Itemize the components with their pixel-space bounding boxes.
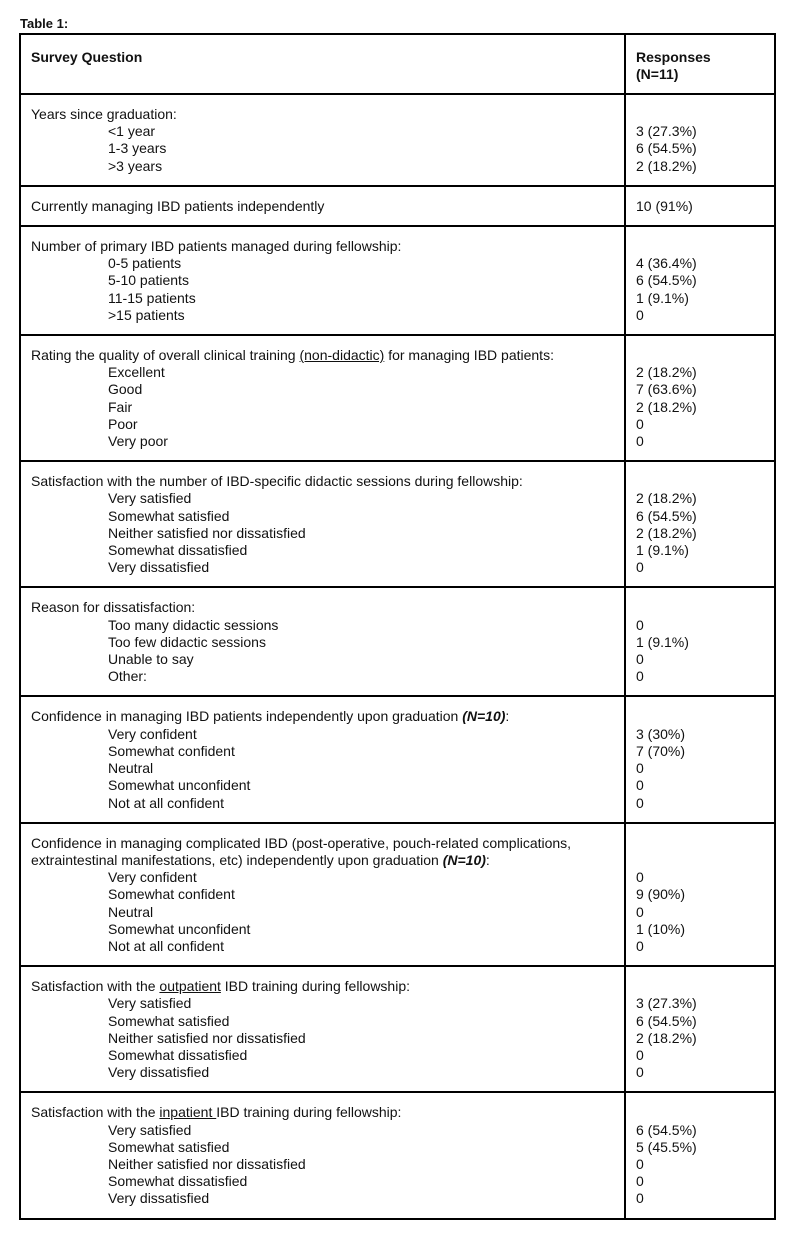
response-value: 4 (36.4%) — [636, 255, 697, 272]
responses-header — [625, 34, 775, 94]
response-value: 2 (18.2%) — [636, 524, 697, 541]
answer-option: Somewhat satisfied — [108, 1012, 230, 1029]
response-value: 0 — [636, 869, 644, 886]
answer-option: Fair — [108, 398, 133, 415]
response-value: 0 — [636, 1155, 644, 1172]
response-value: 0 — [636, 777, 644, 794]
response-value: 0 — [636, 433, 644, 450]
responses-cell — [625, 94, 775, 186]
answer-option: Very satisfied — [108, 490, 192, 507]
answer-option: Very satisfied — [108, 995, 192, 1012]
answer-option: Somewhat satisfied — [108, 507, 230, 524]
response-value: 2 (18.2%) — [636, 364, 697, 381]
table-row — [20, 226, 775, 335]
response-spacer — [636, 708, 766, 725]
answer-option: Neither satisfied nor dissatisfied — [108, 1029, 306, 1046]
answer-option: Neutral — [108, 760, 154, 777]
response-value: 0 — [636, 651, 644, 668]
table-row — [20, 587, 775, 696]
response-value: 6 (54.5%) — [636, 140, 697, 157]
table-row — [20, 94, 775, 186]
table-row — [20, 335, 775, 461]
response-value: 0 — [636, 668, 644, 685]
question-cell — [20, 823, 625, 966]
question-cell — [20, 186, 625, 226]
question-label-end: IBD training during fellowship: — [220, 978, 411, 995]
response-value: 6 (54.5%) — [636, 507, 697, 524]
question-cell — [20, 696, 625, 822]
responses-cell — [625, 966, 775, 1092]
response-value: 0 — [636, 306, 644, 323]
responses-cell — [625, 823, 775, 966]
responses-cell — [625, 186, 775, 226]
response-spacer — [636, 599, 766, 616]
response-value: 1 (9.1%) — [636, 542, 689, 559]
question-label-end: : — [505, 708, 510, 725]
question-label: Confidence in managing IBD patients independently upon graduation — [31, 708, 463, 725]
answer-option: <1 year — [108, 123, 156, 140]
response-value: 10 (91%) — [636, 197, 693, 214]
question-label: Reason for dissatisfaction: — [31, 599, 196, 616]
response-spacer — [636, 347, 766, 364]
answer-option: Neither satisfied nor dissatisfied — [108, 1155, 306, 1172]
answer-option: Somewhat satisfied — [108, 1138, 230, 1155]
answer-option: Very satisfied — [108, 1121, 192, 1138]
answer-option: Very confident — [108, 869, 197, 886]
response-value: 0 — [636, 559, 644, 576]
responses-cell — [625, 1092, 775, 1218]
response-value: 3 (27.3%) — [636, 123, 697, 140]
response-spacer — [636, 835, 766, 869]
answer-option: Excellent — [108, 364, 165, 381]
table-row — [20, 966, 775, 1092]
question-label: Number of primary IBD patients managed during fellowship: — [31, 238, 402, 255]
question-label-end: : — [485, 851, 490, 868]
answer-option: Very dissatisfied — [108, 1064, 210, 1081]
answer-option: Not at all confident — [108, 937, 224, 954]
answer-option: Very poor — [108, 433, 168, 450]
question-label: Years since graduation: — [31, 106, 177, 122]
table-header-row — [20, 34, 775, 94]
answer-option: Somewhat dissatisfied — [108, 1173, 248, 1190]
answer-option: >3 years — [108, 157, 163, 174]
response-value: 1 (9.1%) — [636, 633, 689, 650]
answer-option: 11-15 patients — [108, 289, 196, 306]
question-n-note: (N=10) — [462, 708, 506, 725]
answer-option: Too few didactic sessions — [108, 633, 266, 650]
response-value: 0 — [636, 760, 644, 777]
question-text — [31, 473, 616, 490]
response-value: 0 — [636, 903, 644, 920]
question-n-note: (N=10) — [442, 851, 486, 868]
response-value: 6 (54.5%) — [636, 1012, 697, 1029]
response-spacer — [636, 1104, 766, 1121]
response-spacer — [636, 238, 766, 255]
question-text — [31, 978, 616, 995]
table-body — [20, 94, 775, 1219]
answer-option: Poor — [108, 415, 138, 432]
survey-results-table — [19, 33, 776, 1220]
question-cell — [20, 966, 625, 1092]
question-text — [31, 238, 616, 255]
question-label: Satisfaction with the — [31, 1104, 160, 1121]
response-value: 0 — [636, 1046, 644, 1063]
table-row — [20, 823, 775, 966]
answer-option: Somewhat confident — [108, 742, 235, 759]
responses-cell — [625, 587, 775, 696]
responses-header-n: (N=11) — [636, 66, 679, 82]
response-value: 0 — [636, 1064, 644, 1081]
answer-option: >15 patients — [108, 306, 185, 323]
answer-option: Good — [108, 381, 143, 398]
response-value: 3 (27.3%) — [636, 995, 697, 1012]
response-value: 2 (18.2%) — [636, 1029, 697, 1046]
response-value: 0 — [636, 1173, 644, 1190]
answer-option: Very dissatisfied — [108, 1190, 210, 1207]
question-text — [31, 106, 616, 123]
table-row — [20, 1092, 775, 1218]
question-text — [31, 1104, 616, 1121]
answer-option: Somewhat dissatisfied — [108, 542, 248, 559]
question-label: Satisfaction with the — [31, 978, 160, 995]
question-label: Currently managing IBD patients independently — [31, 197, 325, 214]
responses-cell — [625, 335, 775, 461]
response-value: 0 — [636, 937, 644, 954]
answer-option: Somewhat unconfident — [108, 777, 251, 794]
answer-option: 1-3 years — [108, 140, 167, 157]
question-label-end: for managing IBD patients: — [384, 347, 554, 364]
question-cell — [20, 587, 625, 696]
response-value: 2 (18.2%) — [636, 398, 697, 415]
answer-option: Too many didactic sessions — [108, 616, 279, 633]
question-underlined-term: outpatient — [159, 978, 221, 995]
response-value: 7 (70%) — [636, 742, 686, 759]
answer-option: 0-5 patients — [108, 255, 182, 272]
question-text — [31, 599, 616, 616]
table-row — [20, 696, 775, 822]
answer-option: Other: — [108, 668, 147, 685]
response-value: 3 (30%) — [636, 725, 686, 742]
responses-cell — [625, 696, 775, 822]
response-value: 5 (45.5%) — [636, 1138, 697, 1155]
answer-option: Very confident — [108, 725, 197, 742]
question-underlined-term: (non-didactic) — [299, 347, 385, 364]
responses-header-label: Responses — [636, 49, 711, 65]
question-text — [31, 835, 616, 869]
question-label-end: IBD training during fellowship: — [216, 1104, 402, 1121]
response-spacer — [636, 978, 766, 995]
question-label: Confidence in managing complicated IBD (post-operative, pouch-related complications, extraintestinal manifestations, etc) independently upon graduation — [31, 834, 572, 868]
question-label: Rating the quality of overall clinical training — [31, 347, 300, 364]
question-cell — [20, 461, 625, 587]
table-caption: Table 1: — [20, 16, 69, 31]
answer-option: Not at all confident — [108, 794, 224, 811]
response-value: 0 — [636, 1190, 644, 1207]
answer-option: Somewhat unconfident — [108, 920, 251, 937]
answer-option: Very dissatisfied — [108, 559, 210, 576]
response-value: 2 (18.2%) — [636, 157, 697, 174]
answer-option: Neutral — [108, 903, 154, 920]
response-value: 0 — [636, 794, 644, 811]
response-value: 6 (54.5%) — [636, 1121, 697, 1138]
answer-option: Somewhat dissatisfied — [108, 1046, 248, 1063]
response-value: 6 (54.5%) — [636, 272, 697, 289]
question-text — [31, 708, 616, 725]
answer-option: Unable to say — [108, 651, 194, 668]
response-value: 7 (63.6%) — [636, 381, 697, 398]
answer-option: Neither satisfied nor dissatisfied — [108, 524, 306, 541]
survey-question-header: Survey Question — [20, 34, 625, 94]
question-cell — [20, 1092, 625, 1218]
response-value: 1 (10%) — [636, 920, 686, 937]
question-cell — [20, 335, 625, 461]
table-row — [20, 186, 775, 226]
response-value: 1 (9.1%) — [636, 289, 689, 306]
question-text — [31, 198, 616, 215]
response-spacer — [636, 473, 766, 490]
answer-option: Somewhat confident — [108, 886, 235, 903]
answer-option: 5-10 patients — [108, 272, 189, 289]
responses-cell — [625, 226, 775, 335]
response-value: 0 — [636, 616, 644, 633]
question-text — [31, 347, 616, 364]
responses-cell — [625, 461, 775, 587]
question-underlined-term: inpatient — [159, 1104, 217, 1121]
question-cell — [20, 94, 625, 186]
response-value: 2 (18.2%) — [636, 490, 697, 507]
table-row — [20, 461, 775, 587]
question-label: Satisfaction with the number of IBD-specific didactic sessions during fellowship: — [31, 473, 523, 490]
response-value: 9 (90%) — [636, 886, 686, 903]
question-cell — [20, 226, 625, 335]
response-spacer — [636, 106, 766, 123]
response-value: 0 — [636, 415, 644, 432]
